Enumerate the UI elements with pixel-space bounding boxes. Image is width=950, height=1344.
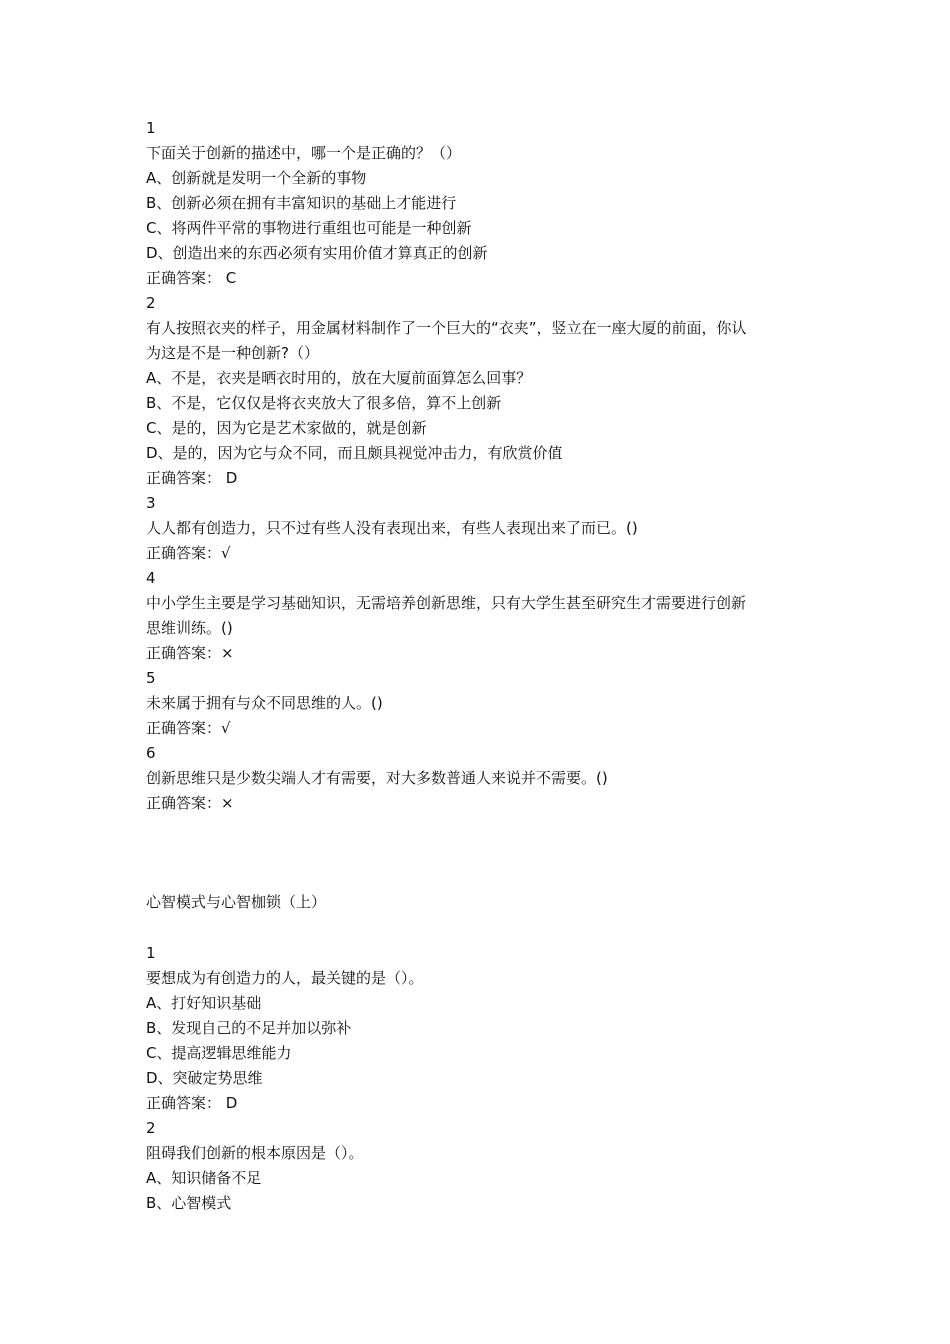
section-spacer (146, 915, 836, 941)
option-b: B、创新必须在拥有丰富知识的基础上才能进行 (146, 194, 457, 212)
question-number: 2 (146, 294, 156, 312)
correct-answer: 正确答案：× (146, 644, 234, 662)
section-spacer (146, 816, 836, 890)
question-number: 3 (146, 494, 156, 512)
option-c: C、将两件平常的事物进行重组也可能是一种创新 (146, 219, 472, 237)
question-text-continued: 为这是不是一种创新?（） (146, 344, 319, 362)
option-d: D、是的，因为它与众不同，而且颇具视觉冲击力，有欣赏价值 (146, 444, 563, 462)
option-a: A、知识储备不足 (146, 1169, 262, 1187)
question-number: 4 (146, 569, 156, 587)
question-text: 要想成为有创造力的人，最关键的是（）。 (146, 969, 424, 987)
option-b: B、发现自己的不足并加以弥补 (146, 1019, 352, 1037)
question-text: 创新思维只是少数尖端人才有需要，对大多数普通人来说并不需要。() (146, 769, 608, 787)
option-c: C、是的，因为它是艺术家做的，就是创新 (146, 419, 427, 437)
question-number: 5 (146, 669, 156, 687)
question-text: 阻碍我们创新的根本原因是（）。 (146, 1144, 364, 1162)
option-d: D、突破定势思维 (146, 1069, 263, 1087)
document-content (146, 116, 836, 1216)
correct-answer: 正确答案： C (146, 269, 237, 287)
option-b: B、不是，它仅仅是将衣夹放大了很多倍，算不上创新 (146, 394, 502, 412)
question-text-continued: 思维训练。() (146, 619, 233, 637)
correct-answer: 正确答案：√ (146, 544, 231, 562)
option-a: A、创新就是发明一个全新的事物 (146, 169, 367, 187)
question-text: 未来属于拥有与众不同思维的人。() (146, 694, 383, 712)
section-title: 心智模式与心智枷锁（上） (146, 893, 327, 911)
question-number: 2 (146, 1119, 156, 1137)
correct-answer: 正确答案：× (146, 794, 234, 812)
question-text: 人人都有创造力，只不过有些人没有表现出来，有些人表现出来了而已。() (146, 519, 638, 537)
option-d: D、创造出来的东西必须有实用价值才算真正的创新 (146, 244, 488, 262)
question-number: 1 (146, 944, 156, 962)
option-a: A、不是，衣夹是晒衣时用的，放在大厦前面算怎么回事？ (146, 369, 532, 387)
option-c: C、提高逻辑思维能力 (146, 1044, 292, 1062)
option-a: A、打好知识基础 (146, 994, 262, 1012)
question-text: 中小学生主要是学习基础知识，无需培养创新思维，只有大学生甚至研究生才需要进行创新 (146, 594, 747, 612)
question-text: 下面关于创新的描述中，哪一个是正确的？（） (146, 144, 462, 162)
question-number: 1 (146, 119, 156, 137)
correct-answer: 正确答案： D (146, 1094, 238, 1112)
correct-answer: 正确答案： D (146, 469, 238, 487)
correct-answer: 正确答案：√ (146, 719, 231, 737)
question-number: 6 (146, 744, 156, 762)
question-text: 有人按照衣夹的样子，用金属材料制作了一个巨大的“衣夹”，竖立在一座大厦的前面，你认 (146, 319, 747, 337)
option-b: B、心智模式 (146, 1194, 232, 1212)
